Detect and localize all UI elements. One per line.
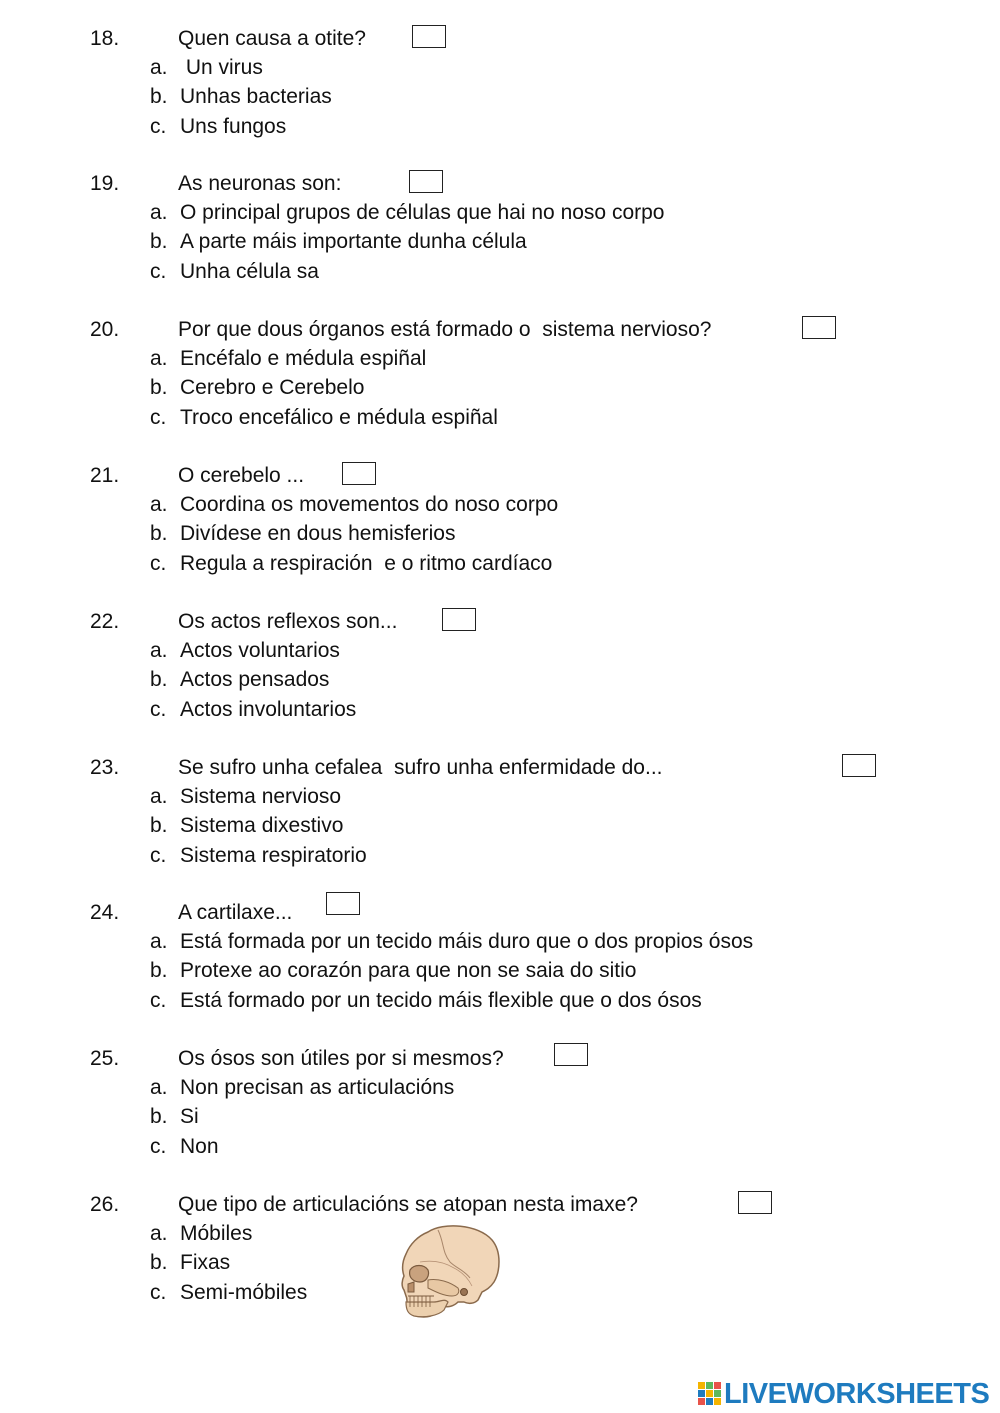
- question-number: 19.: [90, 172, 120, 195]
- question-header: [0, 1190, 1000, 1219]
- question-number: 21.: [90, 464, 120, 487]
- question-text: Por que dous órganos está formado o sistema nervioso?: [178, 318, 712, 341]
- option-letter: a.: [150, 347, 168, 370]
- answer-box[interactable]: [326, 892, 360, 915]
- option-letter: c.: [150, 551, 167, 575]
- option-a: [0, 636, 1000, 665]
- option-letter: b.: [150, 1105, 168, 1129]
- option-text: Unhas bacterias: [180, 85, 332, 109]
- question-number: 22.: [90, 610, 120, 633]
- question-25: [0, 1044, 1000, 1161]
- option-text: Móbiles: [180, 1222, 253, 1245]
- question-number: 24.: [90, 901, 120, 924]
- question-number: 20.: [90, 318, 120, 341]
- option-text: Está formado por un tecido máis flexible que o dos ósos: [180, 988, 702, 1012]
- option-b: [0, 956, 1000, 985]
- option-letter: b.: [150, 522, 168, 546]
- option-c: [0, 549, 1000, 578]
- question-header: [0, 461, 1000, 490]
- question-24: [0, 898, 1000, 1015]
- question-text: As neuronas son:: [178, 172, 342, 195]
- question-header: [0, 1044, 1000, 1073]
- option-a: [0, 53, 1000, 82]
- question-19: [0, 169, 1000, 286]
- option-letter: a.: [150, 201, 168, 224]
- question-text: Os ósos son útiles por si mesmos?: [178, 1047, 504, 1070]
- option-a: [0, 198, 1000, 227]
- question-header: [0, 607, 1000, 636]
- option-letter: b.: [150, 959, 168, 983]
- option-letter: a.: [150, 1222, 168, 1245]
- answer-box[interactable]: [842, 754, 876, 777]
- question-header: [0, 898, 1000, 927]
- option-text: Actos involuntarios: [180, 697, 357, 721]
- question-text: Se sufro unha cefalea sufro unha enfermidade do...: [178, 756, 663, 779]
- brand-name: LIVEWORKSHEETS: [724, 1378, 990, 1410]
- option-c: [0, 1132, 1000, 1161]
- question-text: O cerebelo ...: [178, 464, 305, 487]
- option-c: [0, 403, 1000, 432]
- option-a: [0, 1073, 1000, 1102]
- option-letter: c.: [150, 843, 167, 867]
- question-20: [0, 315, 1000, 432]
- option-letter: a.: [150, 1076, 168, 1099]
- option-letter: c.: [150, 1134, 167, 1158]
- question-text: Quen causa a otite?: [178, 27, 366, 50]
- option-letter: c.: [150, 697, 167, 721]
- option-text: Actos pensados: [180, 668, 330, 692]
- option-text: Sistema respiratorio: [180, 843, 367, 867]
- option-text: Regula a respiración e o ritmo cardíaco: [180, 551, 553, 575]
- option-a: [0, 490, 1000, 519]
- option-letter: a.: [150, 639, 168, 662]
- question-22: [0, 607, 1000, 724]
- option-c: [0, 841, 1000, 870]
- option-b: [0, 373, 1000, 402]
- option-text: Actos voluntarios: [180, 639, 340, 662]
- answer-box[interactable]: [442, 608, 476, 631]
- question-header: [0, 169, 1000, 198]
- option-letter: a.: [150, 56, 168, 79]
- option-letter: b.: [150, 376, 168, 400]
- option-text: Troco encefálico e médula espiñal: [180, 405, 498, 429]
- option-a: [0, 344, 1000, 373]
- skull-icon: [398, 1222, 502, 1320]
- question-23: [0, 753, 1000, 870]
- option-b: [0, 519, 1000, 548]
- option-b: [0, 665, 1000, 694]
- option-letter: b.: [150, 230, 168, 254]
- option-text: Un virus: [180, 56, 263, 79]
- option-letter: a.: [150, 493, 168, 516]
- question-text: A cartilaxe...: [178, 901, 293, 924]
- answer-box[interactable]: [802, 316, 836, 339]
- option-text: O principal grupos de células que hai no noso corpo: [180, 201, 665, 224]
- answer-box[interactable]: [738, 1191, 772, 1214]
- option-b: [0, 811, 1000, 840]
- option-letter: c.: [150, 259, 167, 283]
- option-letter: c.: [150, 405, 167, 429]
- answer-box[interactable]: [409, 170, 443, 193]
- answer-box[interactable]: [554, 1043, 588, 1066]
- option-text: Non precisan as articulacións: [180, 1076, 455, 1099]
- question-text: Que tipo de articulacións se atopan nesta imaxe?: [178, 1193, 638, 1216]
- question-header: [0, 315, 1000, 344]
- option-text: A parte máis importante dunha célula: [180, 230, 527, 254]
- liveworksheets-logo-icon: [698, 1380, 722, 1408]
- answer-box[interactable]: [412, 25, 446, 48]
- option-text: Uns fungos: [180, 114, 287, 138]
- question-number: 23.: [90, 756, 120, 779]
- option-letter: a.: [150, 785, 168, 808]
- option-c: [0, 695, 1000, 724]
- option-letter: b.: [150, 1251, 168, 1275]
- option-text: Unha célula sa: [180, 259, 319, 283]
- option-text: Protexe ao corazón para que non se saia do sitio: [180, 959, 637, 983]
- question-18: [0, 24, 1000, 141]
- option-letter: a.: [150, 930, 168, 953]
- option-b: [0, 82, 1000, 111]
- question-number: 26.: [90, 1193, 120, 1216]
- option-c: [0, 112, 1000, 141]
- option-text: Cerebro e Cerebelo: [180, 376, 365, 400]
- question-header: [0, 753, 1000, 782]
- option-text: Encéfalo e médula espiñal: [180, 347, 427, 370]
- option-text: Coordina os movementos do noso corpo: [180, 493, 559, 516]
- option-text: Sistema dixestivo: [180, 814, 344, 838]
- option-text: Semi-móbiles: [180, 1280, 308, 1304]
- answer-box[interactable]: [342, 462, 376, 485]
- option-text: Sistema nervioso: [180, 785, 342, 808]
- option-c: [0, 257, 1000, 286]
- question-number: 18.: [90, 27, 120, 50]
- option-letter: b.: [150, 814, 168, 838]
- option-letter: b.: [150, 668, 168, 692]
- liveworksheets-logo: [698, 1377, 989, 1411]
- option-b: [0, 227, 1000, 256]
- option-letter: c.: [150, 988, 167, 1012]
- option-a: [0, 927, 1000, 956]
- option-a: [0, 782, 1000, 811]
- option-c: [0, 986, 1000, 1015]
- option-b: [0, 1102, 1000, 1131]
- question-21: [0, 461, 1000, 578]
- option-text: Está formada por un tecido máis duro que o dos propios ósos: [180, 930, 754, 953]
- question-text: Os actos reflexos son...: [178, 610, 398, 633]
- option-letter: c.: [150, 1280, 167, 1304]
- option-text: Si: [180, 1105, 199, 1129]
- question-number: 25.: [90, 1047, 120, 1070]
- question-header: [0, 24, 1000, 53]
- option-letter: b.: [150, 85, 168, 109]
- option-text: Divídese en dous hemisferios: [180, 522, 456, 546]
- option-text: Fixas: [180, 1251, 231, 1275]
- option-letter: c.: [150, 114, 167, 138]
- option-text: Non: [180, 1134, 219, 1158]
